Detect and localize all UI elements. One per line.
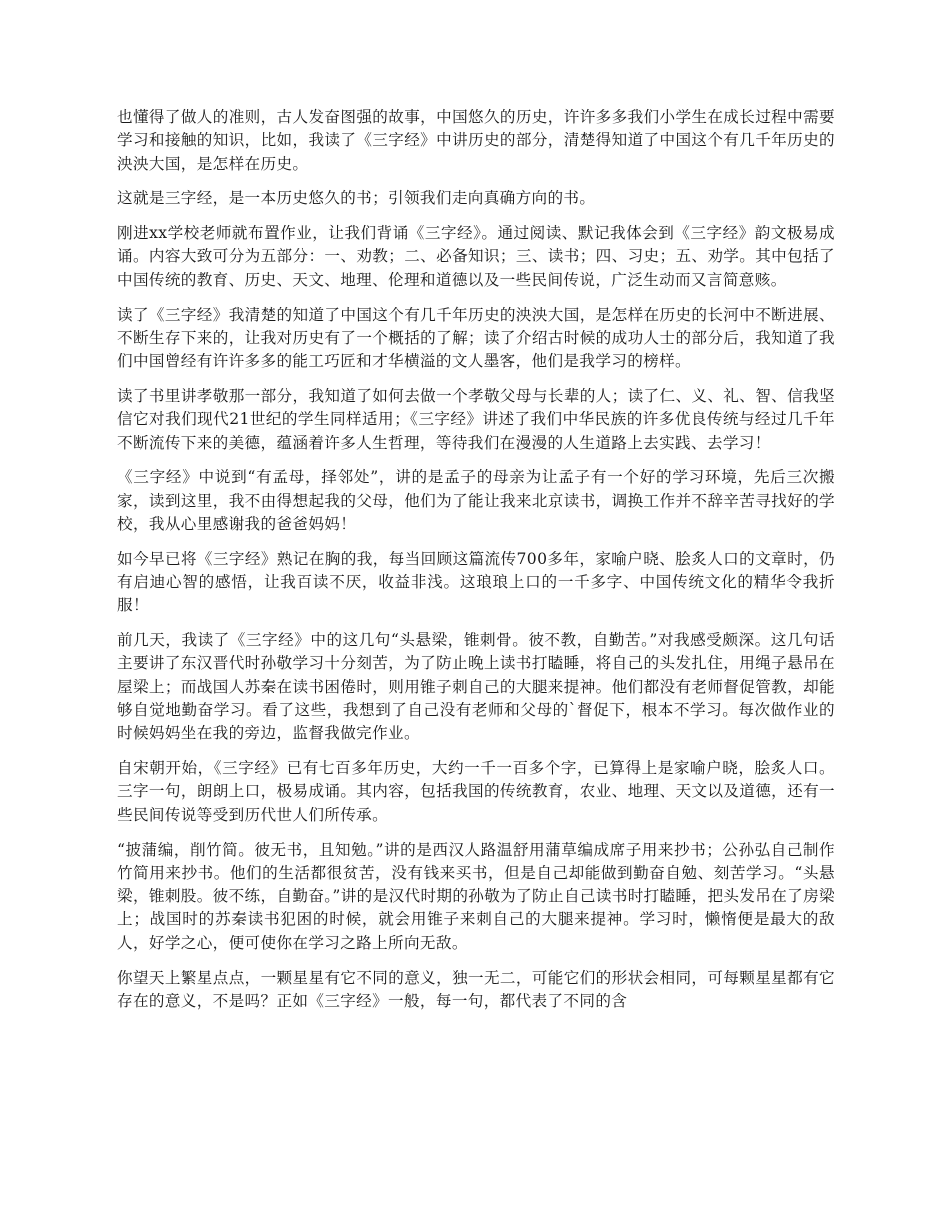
paragraph-7: 如今早已将《三字经》熟记在胸的我，每当回顾这篇流传700多年，家喻户晓、脍炙人口的文章时，仍有启迪心智的感悟，让我百读不厌，收益非浅。这琅琅上口的一千多字、中国传统文化的精华令我折服！ xyxy=(117,549,835,615)
paragraph-11: 你望天上繁星点点，一颗星星有它不同的意义，独一无二，可能它们的形状会相同，可每颗星星都有它存在的意义，不是吗？正如《三字经》一般，每一句，都代表了不同的含 xyxy=(117,968,835,1010)
paragraph-10: “披蒲编，削竹简。彼无书，且知勉。”讲的是西汉人路温舒用蒲草编成席子用来抄书；公孙弘自己制作竹简用来抄书。他们的生活都很贫苦，没有钱来买书，但是自己却能做到勤奋自勉、刻苦学习。“头悬梁，锥刺股。彼不练，自勤奋。”讲的是汉代时期的孙敬为了防止自己读书时打瞌睡，把头发吊在了房梁上；战国时的苏秦读书犯困的时候，就会用锥子来刺自己的大腿来提神。学习时，懒惰便是最大的敌人，好学之心，便可使你在学习之路上所向无敌。 xyxy=(117,840,835,952)
paragraph-8: 前几天，我读了《三字经》中的这几句“头悬梁，锥刺骨。彼不教，自勤苦。”对我感受颇深。这几句话主要讲了东汉晋代时孙敬学习十分刻苦，为了防止晚上读书打瞌睡，将自己的头发扎住，用绳子悬吊在屋梁上；而战国人苏秦在读书困倦时，则用锥子刺自己的大腿来提神。他们都没有老师督促管教，却能够自觉地勤奋学习。看了这些，我想到了自己没有老师和父母的`督促下，根本不学习。每次做作业的时候妈妈坐在我的旁边，监督我做完作业。 xyxy=(117,631,835,743)
document-body xyxy=(117,106,835,1025)
paragraph-4: 读了《三字经》我清楚的知道了中国这个有几千年历史的泱泱大国，是怎样在历史的长河中不断进展、不断生存下来的，让我对历史有了一个概括的了解；读了介绍古时候的成功人士的部分后，我知道了我们中国曾经有许许多多的能工巧匠和才华横溢的文人墨客，他们是我学习的榜样。 xyxy=(117,305,835,371)
paragraph-3: 刚进xx学校老师就布置作业，让我们背诵《三字经》。通过阅读、默记我体会到《三字经》韵文极易成诵。内容大致可分为五部分：一、劝教；二、必备知识；三、读书；四、习史；五、劝学。其中包括了中国传统的教育、历史、天文、地理、伦理和道德以及一些民间传说，广泛生动而又言简意赅。 xyxy=(117,224,835,289)
paragraph-2: 这就是三字经，是一本历史悠久的书；引领我们走向真确方向的书。 xyxy=(117,189,596,208)
paragraph-5: 读了书里讲孝敬那一部分，我知道了如何去做一个孝敬父母与长辈的人；读了仁、义、礼、智、信我坚信它对我们现代21世纪的学生同样适用；《三字经》讲述了我们中华民族的许多优良传统与经过几千年不断流传下来的美德，蕴涵着许多人生哲理，等待我们在漫漫的人生道路上去实践、去学习！ xyxy=(117,386,835,452)
paragraph-6: 《三字经》中说到“有孟母，择邻处”，讲的是孟子的母亲为让孟子有一个好的学习环境，先后三次搬家，读到这里，我不由得想起我的父母，他们为了能让我来北京读书，调换工作并不辞辛苦寻找好的学校，我从心里感谢我的爸爸妈妈！ xyxy=(117,468,835,533)
paragraph-9: 自宋朝开始，《三字经》已有七百多年历史，大约一千一百多个字，已算得上是家喻户晓，脍炙人口。三字一句，朗朗上口，极易成诵。其内容，包括我国的传统教育，农业、地理、天文以及道德，还有一些民间传说等受到历代世人们所传承。 xyxy=(117,759,835,824)
paragraph-1: 也懂得了做人的准则，古人发奋图强的故事，中国悠久的历史，许许多多我们小学生在成长过程中需要学习和接触的知识，比如，我读了《三字经》中讲历史的部分，清楚得知道了中国这个有几千年历史的泱泱大国，是怎样在历史。 xyxy=(117,108,835,173)
